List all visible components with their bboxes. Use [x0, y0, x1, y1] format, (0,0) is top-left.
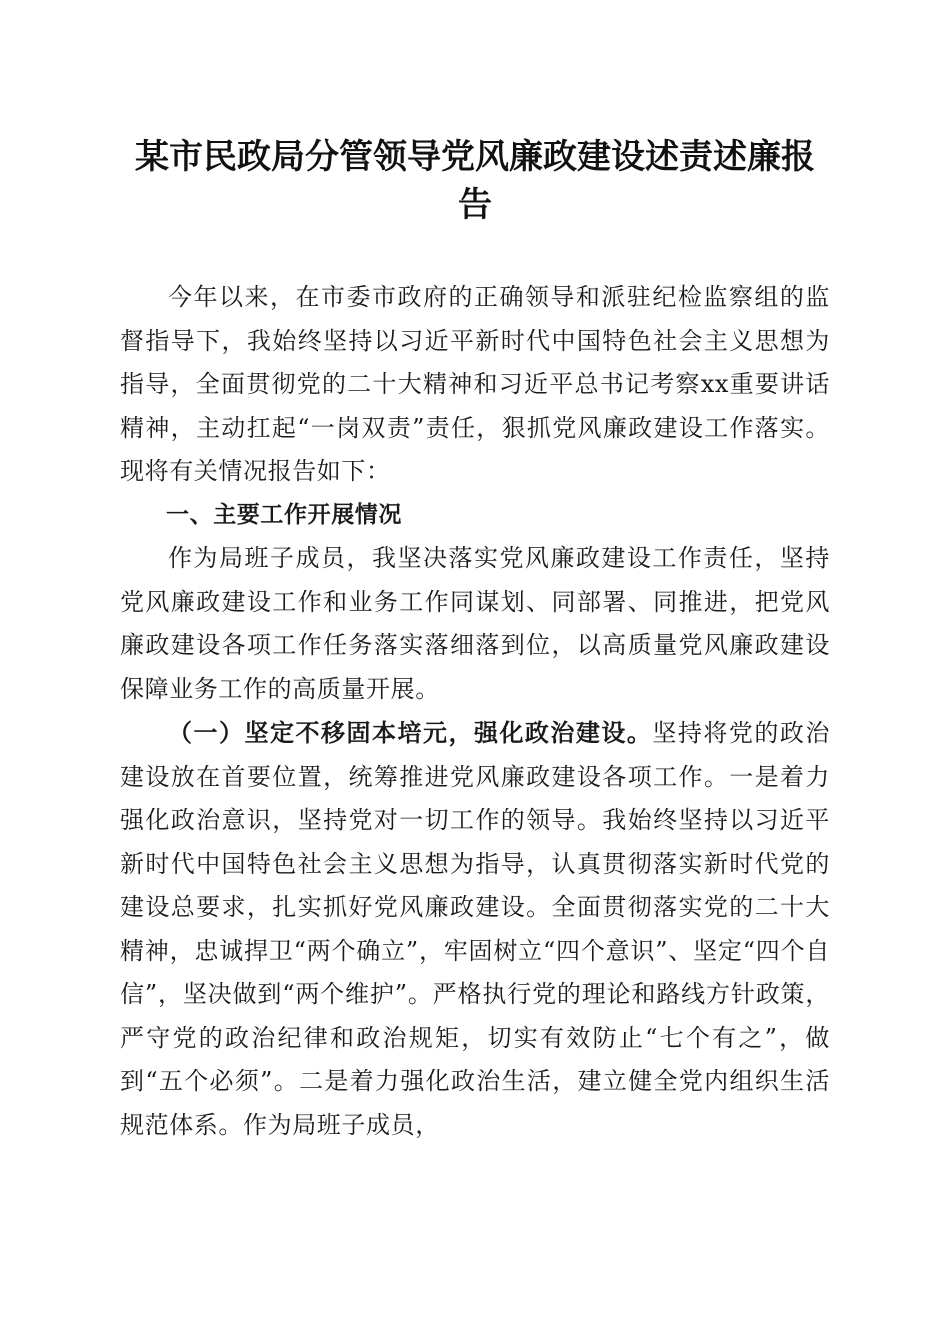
document-title: 某市民政局分管领导党风廉政建设述责述廉报告 [135, 137, 815, 225]
intro-paragraph: 今年以来，在市委市政府的正确领导和派驻纪检监察组的监督指导下，我始终坚持以习近平新时代中国特色社会主义思想为指导，全面贯彻党的二十大精神和习近平总书记考察xx重要讲话精神，主动扛起“一岗双责”责任，狠抓党风廉政建设工作落实。现将有关情况报告如下： [120, 283, 830, 485]
subsection-text: 坚持将党的政治建设放在首要位置，统筹推进党风廉政建设各项工作。一是着力强化政治意识，坚持党对一切工作的领导。我始终坚持以习近平新时代中国特色社会主义思想为指导，认真贯彻落实新时代党的建设总要求，扎实抓好党风廉政建设。全面贯彻落实党的二十大精神，忠诚捍卫“两个确立”，牢固树立“四个意识”、坚定“四个自信”，坚决做到“两个维护”。严格执行党的理论和路线方针政策，严守党的政治纪律和政治规矩，切实有效防止“七个有之”，做到“五个必须”。二是着力强化政治生活，建立健全党内组织生活规范体系。作为局班子成员， [120, 719, 830, 1139]
section-heading: 一、主要工作开展情况 [166, 501, 402, 528]
subsection-lead: （一）坚定不移固本培元，强化政治建设。 [168, 718, 653, 747]
subsection-paragraph [120, 711, 830, 1147]
section-paragraph: 作为局班子成员，我坚决落实党风廉政建设工作责任，坚持党风廉政建设工作和业务工作同谋划、同部署、同推进，把党风廉政建设各项工作任务落实落细落到位，以高质量党风廉政建设保障业务工作的高质量开展。 [120, 544, 830, 703]
document-body [120, 276, 830, 1147]
